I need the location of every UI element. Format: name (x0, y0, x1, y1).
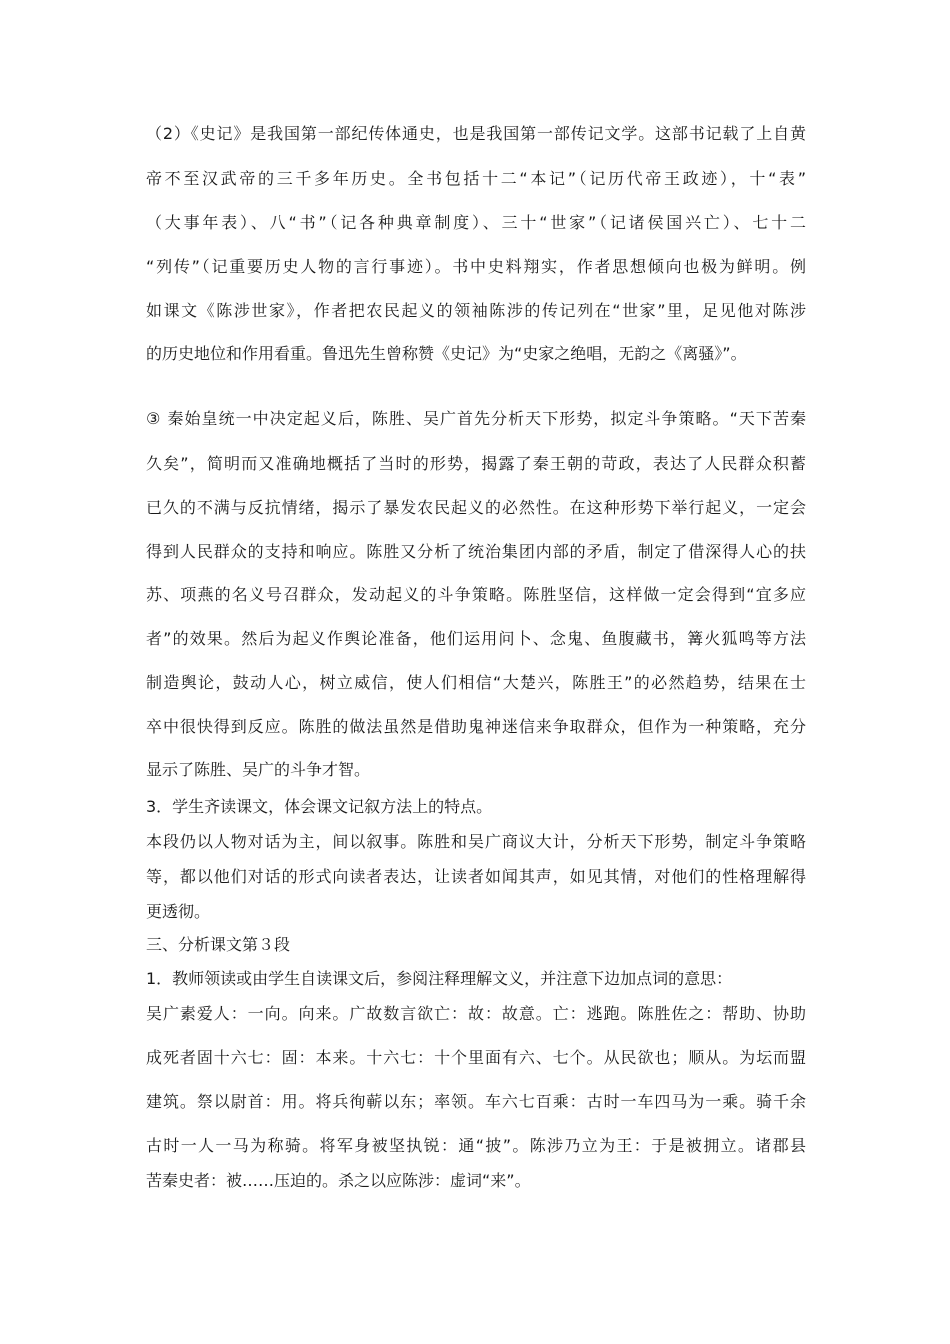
text-line: 卒中很快得到反应。陈胜的做法虽然是借助鬼神迷信来争取群众，但作为一种策略，充分 (146, 717, 806, 736)
text-line: 成死者固十六七：固：本来。十六七：十个里面有六、七个。从民欲也；顺从。为坛而盟 (146, 1048, 806, 1067)
text-line: 久矣”，简明而又准确地概括了当时的形势，揭露了秦王朝的苛政，表达了人民群众积蓄 (146, 454, 806, 473)
text-line: 的历史地位和作用看重。鲁迅先生曾称赞《史记》为“史家之绝唱，无韵之《离骚》”。 (146, 344, 747, 363)
text-line: 制造舆论，鼓动人心，树立威信，使人们相信“大楚兴，陈胜王”的必然趋势，结果在士 (146, 673, 806, 692)
text-line: 本段仍以人物对话为主，间以叙事。陈胜和吴广商议大计，分析天下形势，制定斗争策略 (146, 832, 806, 851)
text-line: 等，都以他们对话的形式向读者表达，让读者如闻其声，如见其情，对他们的性格理解得 (146, 867, 806, 886)
text-line: 帝不至汉武帝的三千多年历史。全书包括十二“本记”（记历代帝王政迹），十“表” (146, 169, 806, 188)
text-line: 吴广素爱人：一向。向来。广故数言欲亡：故：故意。亡：逃跑。陈胜佐之：帮助、协助 (146, 1004, 806, 1023)
text-line: 已久的不满与反抗情绪，揭示了暴发农民起义的必然性。在这种形势下举行起义，一定会 (146, 498, 806, 517)
text-line: 如课文《陈涉世家》，作者把农民起义的领袖陈涉的传记列在“世家”里，足见他对陈涉 (146, 301, 806, 320)
text-line: 者”的效果。然后为起义作舆论准备，他们运用问卜、念鬼、鱼腹藏书，篝火狐鸣等方法 (146, 629, 806, 648)
text-line: ③ 秦始皇统一中决定起义后，陈胜、吴广首先分析天下形势，拟定斗争策略。“天下苦秦 (146, 409, 806, 428)
text-line: 古时一人一马为称骑。将军身被坚执锐：通“披”。陈涉乃立为王：于是被拥立。诸郡县 (146, 1136, 806, 1155)
text-line: 建筑。祭以尉首：用。将兵徇蕲以东；率领。车六七百乘：古时一车四马为一乘。骑千余 (146, 1092, 806, 1111)
text-line: （2）《史记》是我国第一部纪传体通史，也是我国第一部传记文学。这部书记载了上自黄 (146, 124, 806, 143)
text-line: 显示了陈胜、吴广的斗争才智。 (146, 760, 371, 779)
text-line: “列传”（记重要历史人物的言行事迹）。书中史料翔实，作者思想倾向也极为鲜明。例 (146, 257, 806, 276)
text-line: （大事年表）、八“书”（记各种典章制度）、三十“世家”（记诸侯国兴亡）、七十二 (146, 213, 806, 232)
item-heading: 1．教师领读或由学生自读课文后，参阅注释理解文义，并注意下边加点词的意思： (146, 969, 733, 988)
text-line: 苏、项燕的名义号召群众，发动起义的斗争策略。陈胜坚信，这样做一定会得到“宜多应 (146, 585, 806, 604)
section-heading: 三、分析课文第３段 (146, 935, 291, 954)
item-heading: 3．学生齐读课文，体会课文记叙方法上的特点。 (146, 797, 493, 816)
text-line: 得到人民群众的支持和响应。陈胜又分析了统治集团内部的矛盾，制定了借深得人心的扶 (146, 542, 806, 561)
text-line: 更透彻。 (146, 902, 211, 921)
text-line: 苦秦史者：被……压迫的。杀之以应陈涉：虚词“来”。 (146, 1171, 531, 1190)
